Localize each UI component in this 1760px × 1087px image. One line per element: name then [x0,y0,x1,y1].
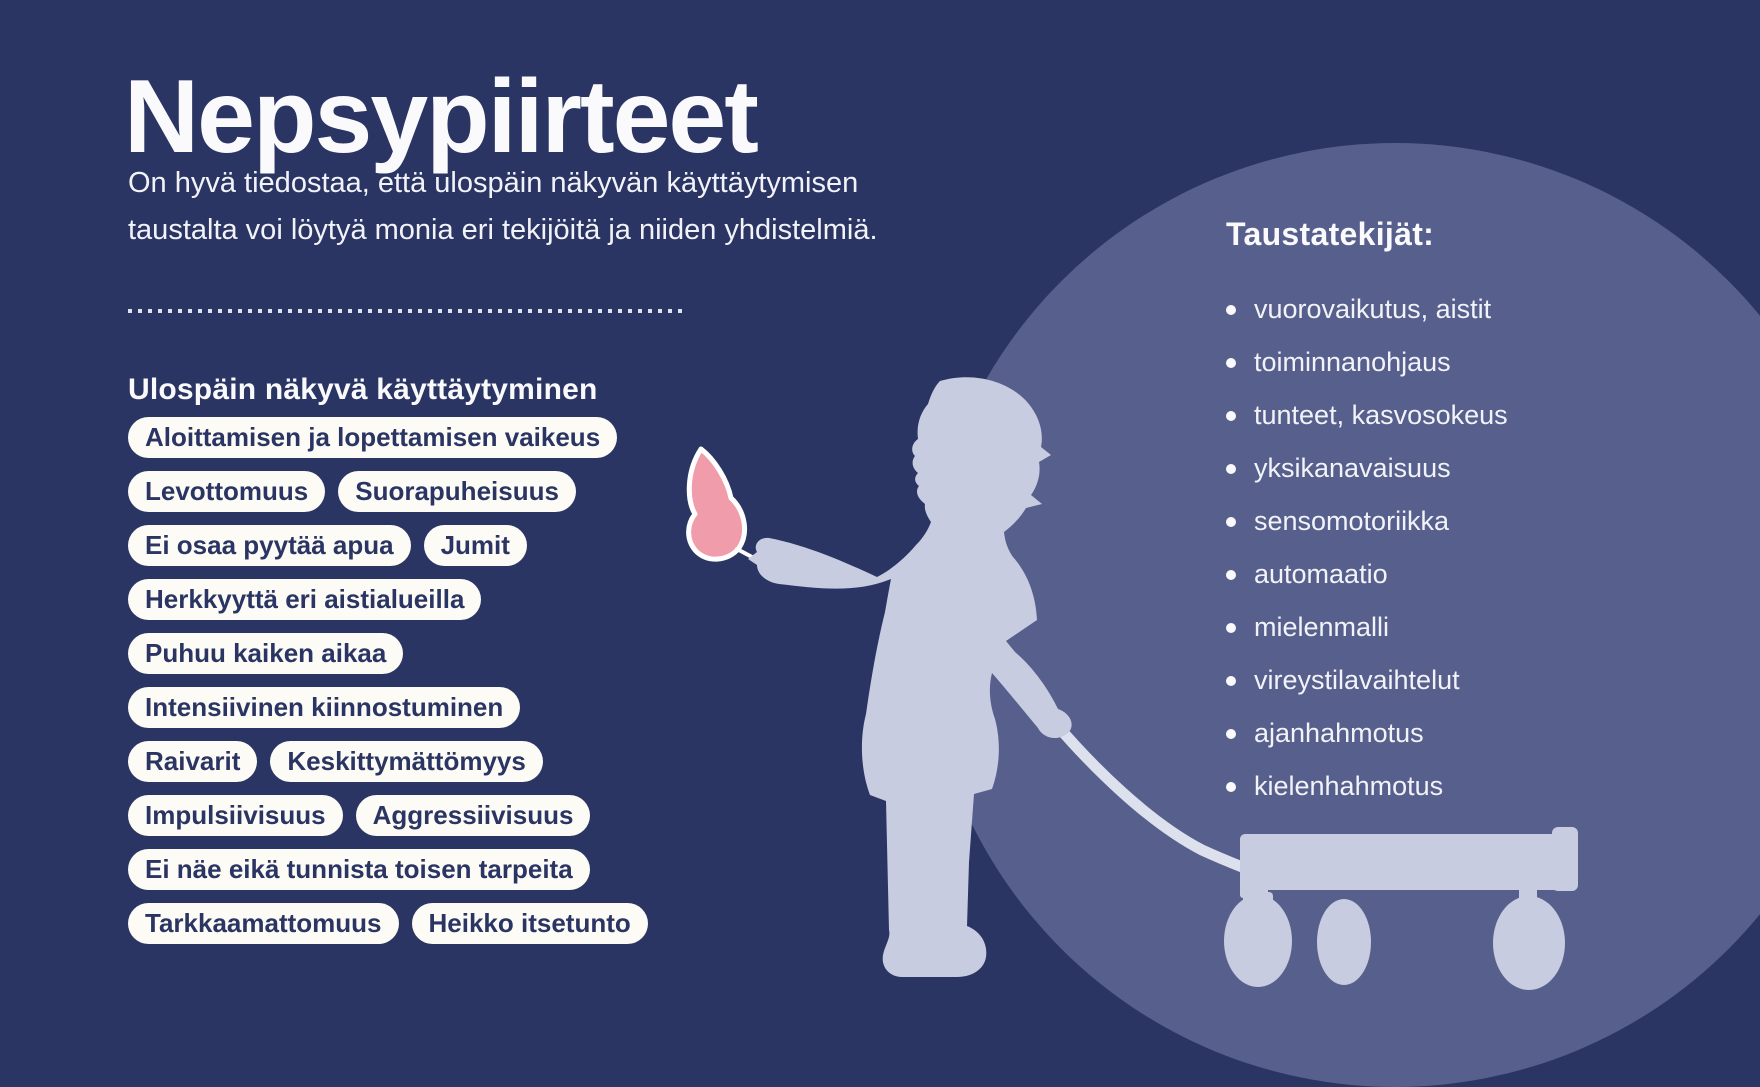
behavior-pill: Jumit [424,525,527,566]
bullet-dot-icon [1226,411,1236,421]
factor-item [1226,283,1666,336]
factor-item-label: kielenhahmotus [1254,771,1444,801]
behavior-pill: Levottomuus [128,471,325,512]
behavior-pill: Tarkkaamattomuus [128,903,399,944]
behavior-pill-list [128,417,748,957]
behavior-pill: Aloittamisen ja lopettamisen vaikeus [128,417,617,458]
behavior-pill: Suorapuheisuus [338,471,576,512]
bullet-dot-icon [1226,517,1236,527]
factor-item [1226,601,1666,654]
subtitle [128,160,878,254]
factor-item-label: ajanhahmotus [1254,718,1424,748]
factor-item-label: sensomotoriikka [1254,506,1450,536]
behavior-pill: Raivarit [128,741,257,782]
behavior-pill: Puhuu kaiken aikaa [128,633,403,674]
factor-item-label: vuorovaikutus, aistit [1254,294,1492,324]
behavior-pill-row [128,849,748,890]
factor-item [1226,707,1666,760]
behavior-section-heading: Ulospäin näkyvä käyttäytyminen [128,372,598,406]
bullet-dot-icon [1226,676,1236,686]
behavior-pill: Ei osaa pyytää apua [128,525,411,566]
behavior-pill-row [128,903,748,944]
behavior-pill: Ei näe eikä tunnista toisen tarpeita [128,849,590,890]
page-title: Nepsypiirteet [124,58,757,175]
behavior-pill-row [128,633,748,674]
factor-item [1226,389,1666,442]
factor-item-label: tunteet, kasvosokeus [1254,400,1508,430]
bullet-dot-icon [1226,570,1236,580]
behavior-pill: Herkkyyttä eri aistialueilla [128,579,481,620]
bullet-dot-icon [1226,464,1236,474]
behavior-pill: Intensiivinen kiinnostuminen [128,687,520,728]
factors-heading: Taustatekijät: [1226,216,1435,252]
behavior-pill-row [128,417,748,458]
behavior-pill: Aggressiivisuus [356,795,591,836]
behavior-pill-row [128,687,748,728]
bullet-dot-icon [1226,729,1236,739]
behavior-pill-row [128,525,748,566]
bullet-dot-icon [1226,623,1236,633]
behavior-pill: Keskittymättömyys [270,741,542,782]
subtitle-line-2: taustalta voi löytyä monia eri tekijöitä ja niiden yhdistelmiä. [128,214,878,246]
behavior-pill-row [128,795,748,836]
behavior-pill: Heikko itsetunto [412,903,648,944]
behavior-pill: Impulsiivisuus [128,795,343,836]
factor-item-label: yksikanavaisuus [1254,453,1451,483]
bullet-dot-icon [1226,305,1236,315]
behavior-pill-row [128,471,748,512]
bullet-dot-icon [1226,358,1236,368]
dotted-divider [128,309,688,313]
factor-item [1226,760,1666,813]
factors-list [1226,283,1666,813]
factor-item [1226,495,1666,548]
factor-item [1226,654,1666,707]
background-factors-section [1226,216,1666,813]
factor-item [1226,548,1666,601]
factor-item-label: toiminnanohjaus [1254,347,1451,377]
factor-item-label: automaatio [1254,559,1388,589]
behavior-pill-row [128,579,748,620]
factor-item [1226,442,1666,495]
factor-item-label: vireystilavaihtelut [1254,665,1460,695]
subtitle-line-1: On hyvä tiedostaa, että ulospäin näkyvän käyttäytymisen [128,167,859,199]
behavior-pill-row [128,741,748,782]
bullet-dot-icon [1226,782,1236,792]
factor-item-label: mielenmalli [1254,612,1390,642]
factor-item [1226,336,1666,389]
